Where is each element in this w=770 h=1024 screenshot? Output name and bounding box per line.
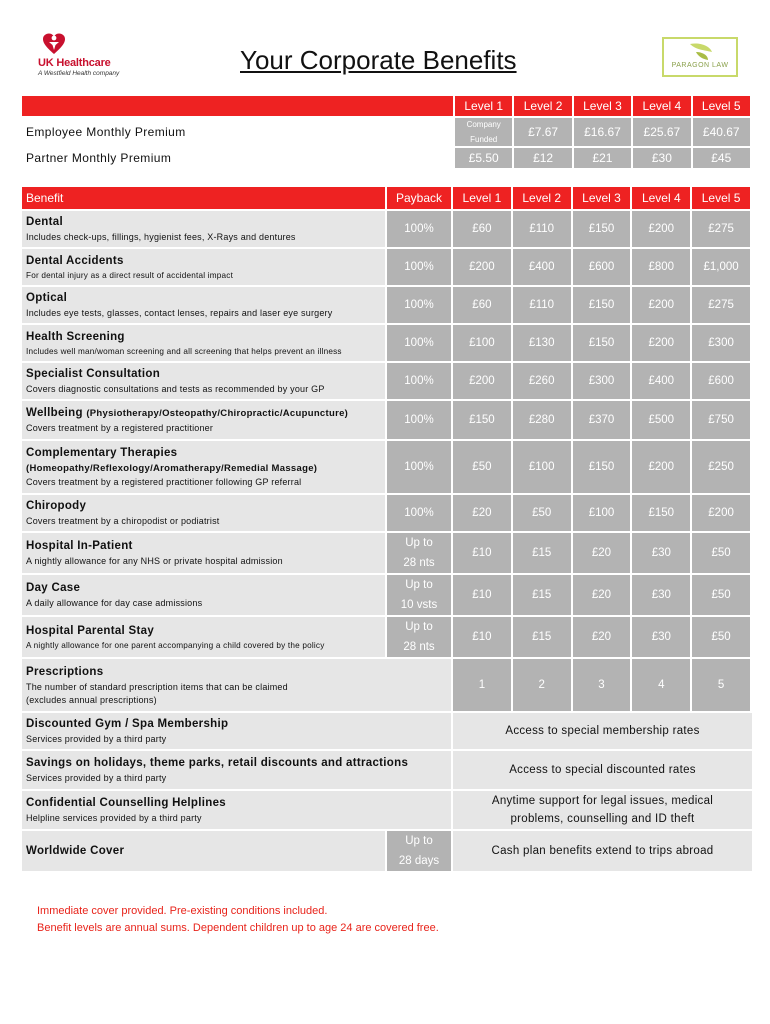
payback-value: 100% bbox=[387, 363, 453, 399]
benefit-name: Savings on holidays, theme parks, retail discounts and attractions bbox=[26, 757, 409, 769]
level-value: £15 bbox=[513, 575, 573, 615]
benefit-name: Dental bbox=[26, 216, 63, 228]
benefit-name: Hospital In-Patient bbox=[26, 540, 133, 552]
benefit-detail: Helpline services provided by a third party bbox=[26, 813, 202, 823]
payback-value: 100% bbox=[387, 249, 453, 285]
level-value: £10 bbox=[453, 533, 513, 573]
payback-value bbox=[387, 533, 453, 573]
premium-table bbox=[22, 96, 752, 170]
level-value: £60 bbox=[453, 211, 513, 247]
benefit-description bbox=[22, 533, 387, 573]
level-value: 1 bbox=[453, 659, 513, 711]
level-value: £30 bbox=[632, 575, 692, 615]
partner-premium-value: £21 bbox=[574, 148, 633, 170]
benefit-name: Health Screening bbox=[26, 330, 125, 343]
payback-value bbox=[387, 575, 453, 615]
payback-value: 100% bbox=[387, 401, 453, 439]
benefit-description bbox=[22, 211, 387, 247]
level-value: £370 bbox=[573, 401, 633, 439]
level-column-header: Level 4 bbox=[632, 187, 692, 209]
payback-value bbox=[387, 831, 453, 871]
payback-value: 100% bbox=[387, 441, 453, 493]
benefit-summary: Access to special membership rates bbox=[453, 713, 752, 749]
benefit-description bbox=[22, 249, 387, 285]
level-value: £150 bbox=[573, 325, 633, 361]
level-value: £110 bbox=[513, 287, 573, 323]
benefit-detail: Covers treatment by a chiropodist or podiatrist bbox=[26, 516, 220, 526]
level-value: £20 bbox=[573, 575, 633, 615]
level-value: £50 bbox=[692, 533, 752, 573]
premium-header-row bbox=[22, 96, 752, 118]
level-value: £150 bbox=[573, 211, 633, 247]
payback-line2: 28 days bbox=[398, 855, 440, 867]
benefit-row-day-case bbox=[22, 573, 752, 615]
level-value: £1,000 bbox=[692, 249, 752, 285]
benefit-row-chiropody bbox=[22, 493, 752, 531]
benefit-summary: Access to special discounted rates bbox=[453, 751, 752, 789]
level-value: £200 bbox=[453, 363, 513, 399]
employee-premium-label: Employee Monthly Premium bbox=[22, 118, 455, 148]
benefit-row-optical bbox=[22, 285, 752, 323]
level-value: £300 bbox=[692, 325, 752, 361]
payback-line1: Up to bbox=[405, 537, 433, 549]
level-value: £100 bbox=[573, 495, 633, 531]
payback-value: 100% bbox=[387, 287, 453, 323]
benefit-detail: Includes eye tests, glasses, contact lenses, repairs and laser eye surgery bbox=[26, 308, 333, 318]
benefit-detail: The number of standard prescription items that can be claimed bbox=[26, 681, 288, 692]
level-value: 2 bbox=[513, 659, 573, 711]
level-value: £200 bbox=[692, 495, 752, 531]
benefit-detail-2: (excludes annual prescriptions) bbox=[26, 694, 157, 705]
employee-premium-row bbox=[22, 118, 752, 148]
benefit-description bbox=[22, 791, 453, 829]
payback-column-header: Payback bbox=[387, 187, 453, 209]
payback-line1: Up to bbox=[405, 621, 433, 633]
benefit-detail: Covers treatment by a registered practitioner following GP referral bbox=[26, 477, 302, 487]
level-value: £10 bbox=[453, 575, 513, 615]
level-value: £200 bbox=[632, 287, 692, 323]
page-title: Your Corporate Benefits bbox=[240, 45, 517, 75]
benefit-row-hospital-parental-stay bbox=[22, 615, 752, 657]
level-value: £50 bbox=[513, 495, 573, 531]
level-value: £50 bbox=[453, 441, 513, 493]
payback-value bbox=[387, 617, 453, 657]
footnotes bbox=[37, 903, 439, 937]
partner-premium-value: £5.50 bbox=[455, 148, 514, 170]
benefits-header-row bbox=[22, 187, 752, 209]
level-value: £150 bbox=[453, 401, 513, 439]
benefit-name: Specialist Consultation bbox=[26, 368, 161, 380]
level-column-header: Level 2 bbox=[513, 187, 573, 209]
level-value: £800 bbox=[632, 249, 692, 285]
benefit-name: Hospital Parental Stay bbox=[26, 624, 155, 637]
level-value: £150 bbox=[573, 441, 633, 493]
benefit-description bbox=[22, 713, 453, 749]
benefit-row-savings bbox=[22, 749, 752, 789]
benefit-name-main: Wellbeing bbox=[26, 407, 83, 419]
benefit-row-dental bbox=[22, 209, 752, 247]
level-value: £200 bbox=[632, 441, 692, 493]
benefit-row-specialist-consultation bbox=[22, 361, 752, 399]
payback-value: 100% bbox=[387, 495, 453, 531]
paragon-law-text: PARAGON LAW bbox=[671, 62, 729, 69]
benefit-description bbox=[22, 401, 387, 439]
level-value: £400 bbox=[513, 249, 573, 285]
benefit-description bbox=[22, 287, 387, 323]
level-value: £100 bbox=[453, 325, 513, 361]
benefit-detail: Covers treatment by a registered practitioner bbox=[26, 423, 214, 433]
benefit-column-header: Benefit bbox=[22, 187, 387, 209]
level-value: £280 bbox=[513, 401, 573, 439]
benefit-detail: Covers diagnostic consultations and tests as recommended by your GP bbox=[26, 384, 325, 394]
benefit-row-wellbeing bbox=[22, 399, 752, 439]
level-value: £275 bbox=[692, 287, 752, 323]
benefit-name: Optical bbox=[26, 292, 68, 304]
level-value: £60 bbox=[453, 287, 513, 323]
heart-figure-icon bbox=[42, 32, 66, 56]
partner-premium-row bbox=[22, 148, 752, 170]
premium-header-blank bbox=[22, 96, 455, 118]
paragon-law-logo bbox=[662, 37, 738, 77]
level-value: £500 bbox=[632, 401, 692, 439]
payback-value: 100% bbox=[387, 211, 453, 247]
benefit-detail: A nightly allowance for any NHS or private hospital admission bbox=[26, 556, 283, 566]
level-value: £260 bbox=[513, 363, 573, 399]
benefit-name: Discounted Gym / Spa Membership bbox=[26, 718, 229, 730]
benefit-name: Dental Accidents bbox=[26, 254, 124, 267]
level-column-header: Level 5 bbox=[692, 187, 752, 209]
benefit-summary: Anytime support for legal issues, medical problems, counselling and ID theft bbox=[453, 791, 752, 829]
level-value: £130 bbox=[513, 325, 573, 361]
level-value: £600 bbox=[692, 363, 752, 399]
employee-premium-value: £40.67 bbox=[693, 118, 752, 148]
benefit-row-hospital-in-patient bbox=[22, 531, 752, 573]
benefit-row-prescriptions bbox=[22, 657, 752, 711]
benefit-row-complementary-therapies bbox=[22, 439, 752, 493]
level-value: £100 bbox=[513, 441, 573, 493]
level-value: £200 bbox=[453, 249, 513, 285]
level-value: 5 bbox=[692, 659, 752, 711]
benefit-name-extra: (Homeopathy/Reflexology/Aromatherapy/Remedial Massage) bbox=[26, 463, 318, 474]
level-value: £15 bbox=[513, 533, 573, 573]
benefit-description bbox=[22, 441, 387, 493]
benefit-name: Worldwide Cover bbox=[26, 845, 125, 857]
level-value: £150 bbox=[632, 495, 692, 531]
level-column-header: Level 3 bbox=[573, 187, 633, 209]
level-value: £400 bbox=[632, 363, 692, 399]
level-value: £20 bbox=[573, 533, 633, 573]
benefit-description bbox=[22, 617, 387, 657]
partner-premium-value: £12 bbox=[514, 148, 573, 170]
uk-healthcare-tagline: A Westfield Health company bbox=[38, 70, 120, 77]
benefit-summary: Cash plan benefits extend to trips abroad bbox=[453, 831, 752, 871]
benefit-detail: Includes check-ups, fillings, hygienist fees, X-Rays and dentures bbox=[26, 232, 296, 242]
payback-line2: 28 nts bbox=[403, 641, 435, 653]
benefit-row-dental-accidents bbox=[22, 247, 752, 285]
premium-header-level: Level 1 bbox=[455, 96, 514, 118]
benefit-name: Confidential Counselling Helplines bbox=[26, 797, 226, 809]
level-value: £750 bbox=[692, 401, 752, 439]
employee-premium-value: £16.67 bbox=[574, 118, 633, 148]
footnote: Benefit levels are annual sums. Dependent children up to age 24 are covered free. bbox=[37, 922, 439, 934]
benefit-description bbox=[22, 751, 453, 789]
payback-line2: 10 vsts bbox=[400, 599, 438, 611]
level-value: 3 bbox=[573, 659, 633, 711]
benefit-detail: Includes well man/woman screening and all screening that helps prevent an illness bbox=[26, 346, 342, 356]
benefit-name: Day Case bbox=[26, 582, 81, 594]
benefit-description bbox=[22, 659, 453, 711]
company-funded-line1: Company bbox=[466, 120, 501, 129]
level-value: £275 bbox=[692, 211, 752, 247]
benefit-detail: A daily allowance for day case admissions bbox=[26, 598, 203, 608]
level-value: £50 bbox=[692, 617, 752, 657]
benefit-detail: A nightly allowance for one parent accompanying a child covered by the policy bbox=[26, 640, 325, 650]
company-funded-line2: Funded bbox=[470, 135, 498, 144]
payback-line1: Up to bbox=[405, 579, 433, 591]
benefit-detail: For dental injury as a direct result of accidental impact bbox=[26, 270, 234, 280]
level-value: £200 bbox=[632, 325, 692, 361]
benefit-detail: Services provided by a third party bbox=[26, 734, 167, 744]
benefit-detail: Services provided by a third party bbox=[26, 773, 167, 783]
payback-value: 100% bbox=[387, 325, 453, 361]
benefit-description bbox=[22, 325, 387, 361]
uk-healthcare-logo bbox=[38, 32, 148, 82]
partner-premium-value: £45 bbox=[693, 148, 752, 170]
employee-premium-level-1 bbox=[455, 118, 514, 148]
benefit-name-extra-line bbox=[26, 462, 381, 474]
level-value: £15 bbox=[513, 617, 573, 657]
partner-premium-value: £30 bbox=[633, 148, 692, 170]
employee-premium-value: £7.67 bbox=[514, 118, 573, 148]
premium-header-level: Level 5 bbox=[693, 96, 752, 118]
level-value: £150 bbox=[573, 287, 633, 323]
benefit-name: Prescriptions bbox=[26, 665, 104, 678]
level-value: £30 bbox=[632, 533, 692, 573]
paragon-leaf-icon bbox=[686, 42, 716, 62]
benefit-description bbox=[22, 363, 387, 399]
premium-header-level: Level 2 bbox=[514, 96, 573, 118]
benefit-name bbox=[26, 407, 381, 419]
footnote: Immediate cover provided. Pre-existing conditions included. bbox=[37, 905, 328, 917]
level-value: £110 bbox=[513, 211, 573, 247]
benefit-description bbox=[22, 831, 387, 871]
benefit-row-gym-spa bbox=[22, 711, 752, 749]
level-value: 4 bbox=[632, 659, 692, 711]
benefit-row-worldwide-cover bbox=[22, 829, 752, 871]
benefit-name-extra: (Physiotherapy/Osteopathy/Chiropractic/Acupuncture) bbox=[86, 408, 349, 419]
benefit-row-health-screening bbox=[22, 323, 752, 361]
benefit-name: Complementary Therapies bbox=[26, 447, 178, 459]
level-value: £30 bbox=[632, 617, 692, 657]
benefit-description bbox=[22, 495, 387, 531]
premium-header-level: Level 4 bbox=[633, 96, 692, 118]
employee-premium-value: £25.67 bbox=[633, 118, 692, 148]
payback-line2: 28 nts bbox=[403, 557, 435, 569]
level-value: £200 bbox=[632, 211, 692, 247]
payback-line1: Up to bbox=[405, 835, 433, 847]
benefit-description bbox=[22, 575, 387, 615]
partner-premium-label: Partner Monthly Premium bbox=[22, 148, 455, 170]
benefit-name: Chiropody bbox=[26, 500, 87, 512]
level-value: £300 bbox=[573, 363, 633, 399]
level-column-header: Level 1 bbox=[453, 187, 513, 209]
level-value: £50 bbox=[692, 575, 752, 615]
premium-header-level: Level 3 bbox=[574, 96, 633, 118]
level-value: £10 bbox=[453, 617, 513, 657]
level-value: £20 bbox=[573, 617, 633, 657]
benefit-row-counselling bbox=[22, 789, 752, 829]
level-value: £250 bbox=[692, 441, 752, 493]
level-value: £20 bbox=[453, 495, 513, 531]
uk-healthcare-brand: UK Healthcare bbox=[38, 57, 111, 69]
level-value: £600 bbox=[573, 249, 633, 285]
benefits-table bbox=[22, 187, 752, 871]
